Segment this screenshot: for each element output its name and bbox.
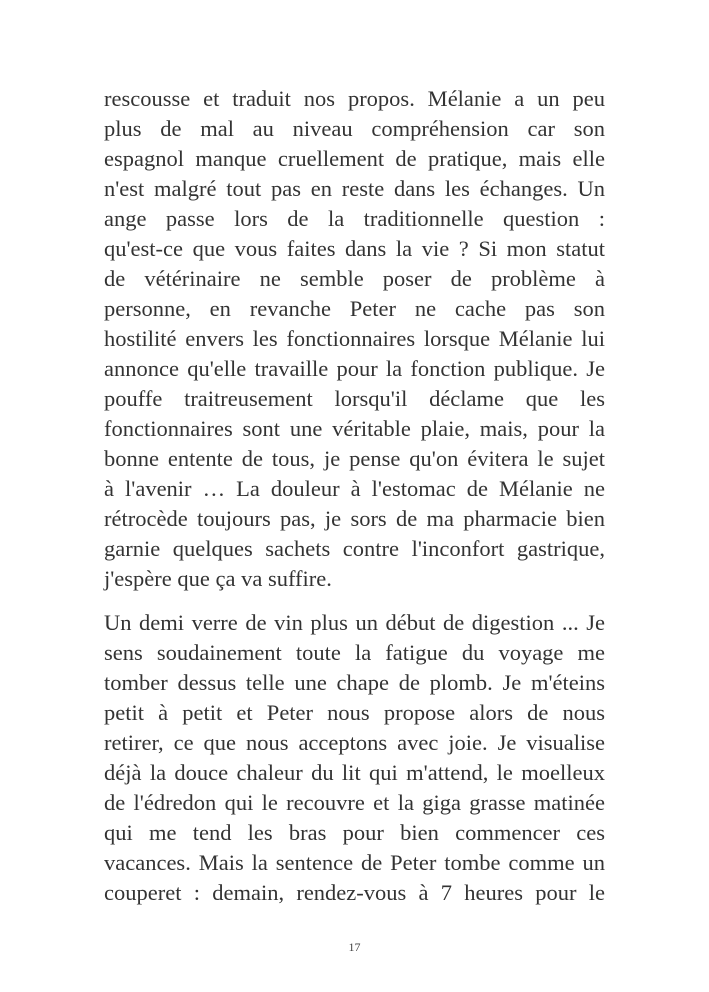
paragraph-line: Un demi verre de vin plus un début de digestion ... Je [104, 610, 605, 635]
paragraph-line: plus de mal au niveau compréhension car son [104, 116, 605, 141]
paragraph-line: de vétérinaire ne semble poser de problème à [104, 266, 605, 291]
paragraph-line: qu'est-ce que vous faites dans la vie ? Si mon statut [104, 236, 605, 261]
paragraph-line: n'est malgré tout pas en reste dans les échanges. Un [104, 176, 605, 201]
page-number: 17 [348, 940, 361, 954]
paragraph-line: ange passe lors de la traditionnelle question : [104, 206, 605, 231]
paragraph-line: sens soudainement toute la fatigue du voyage me [104, 640, 605, 665]
paragraph-line: déjà la douce chaleur du lit qui m'attend, le moelleux [104, 760, 605, 785]
paragraph-line: petit à petit et Peter nous propose alors de nous [104, 700, 605, 725]
paragraph-line: qui me tend les bras pour bien commencer ces [104, 820, 605, 845]
paragraph-line: espagnol manque cruellement de pratique, mais elle [104, 146, 605, 171]
paragraph-line: pouffe traitreusement lorsqu'il déclame que les [104, 386, 605, 411]
paragraph-line: fonctionnaires sont une véritable plaie, mais, pour la [104, 416, 605, 441]
paragraph-line: à l'avenir … La douleur à l'estomac de Mélanie ne [104, 476, 605, 501]
paragraph-line: annonce qu'elle travaille pour la fonction publique. Je [104, 356, 605, 381]
paragraph-line: bonne entente de tous, je pense qu'on évitera le sujet [104, 446, 605, 471]
paragraph-line: retirer, ce que nous acceptons avec joie. Je visualise [104, 730, 605, 755]
paragraph-line: j'espère que ça va suffire. [104, 566, 332, 591]
paragraph-line: garnie quelques sachets contre l'inconfort gastrique, [104, 536, 605, 561]
paragraph-line: tomber dessus telle une chape de plomb. Je m'éteins [104, 670, 605, 695]
paragraph-line: vacances. Mais la sentence de Peter tombe comme un [104, 850, 605, 875]
paragraph-line: de l'édredon qui le recouvre et la giga grasse matinée [104, 790, 605, 815]
paragraph-line: rétrocède toujours pas, je sors de ma pharmacie bien [104, 506, 605, 531]
paragraph-line: hostilité envers les fonctionnaires lorsque Mélanie lui [104, 326, 605, 351]
paragraph-line: personne, en revanche Peter ne cache pas son [104, 296, 605, 321]
paragraph-line: couperet : demain, rendez-vous à 7 heures pour le [104, 880, 605, 905]
paragraph-line: rescousse et traduit nos propos. Mélanie a un peu [104, 86, 605, 111]
